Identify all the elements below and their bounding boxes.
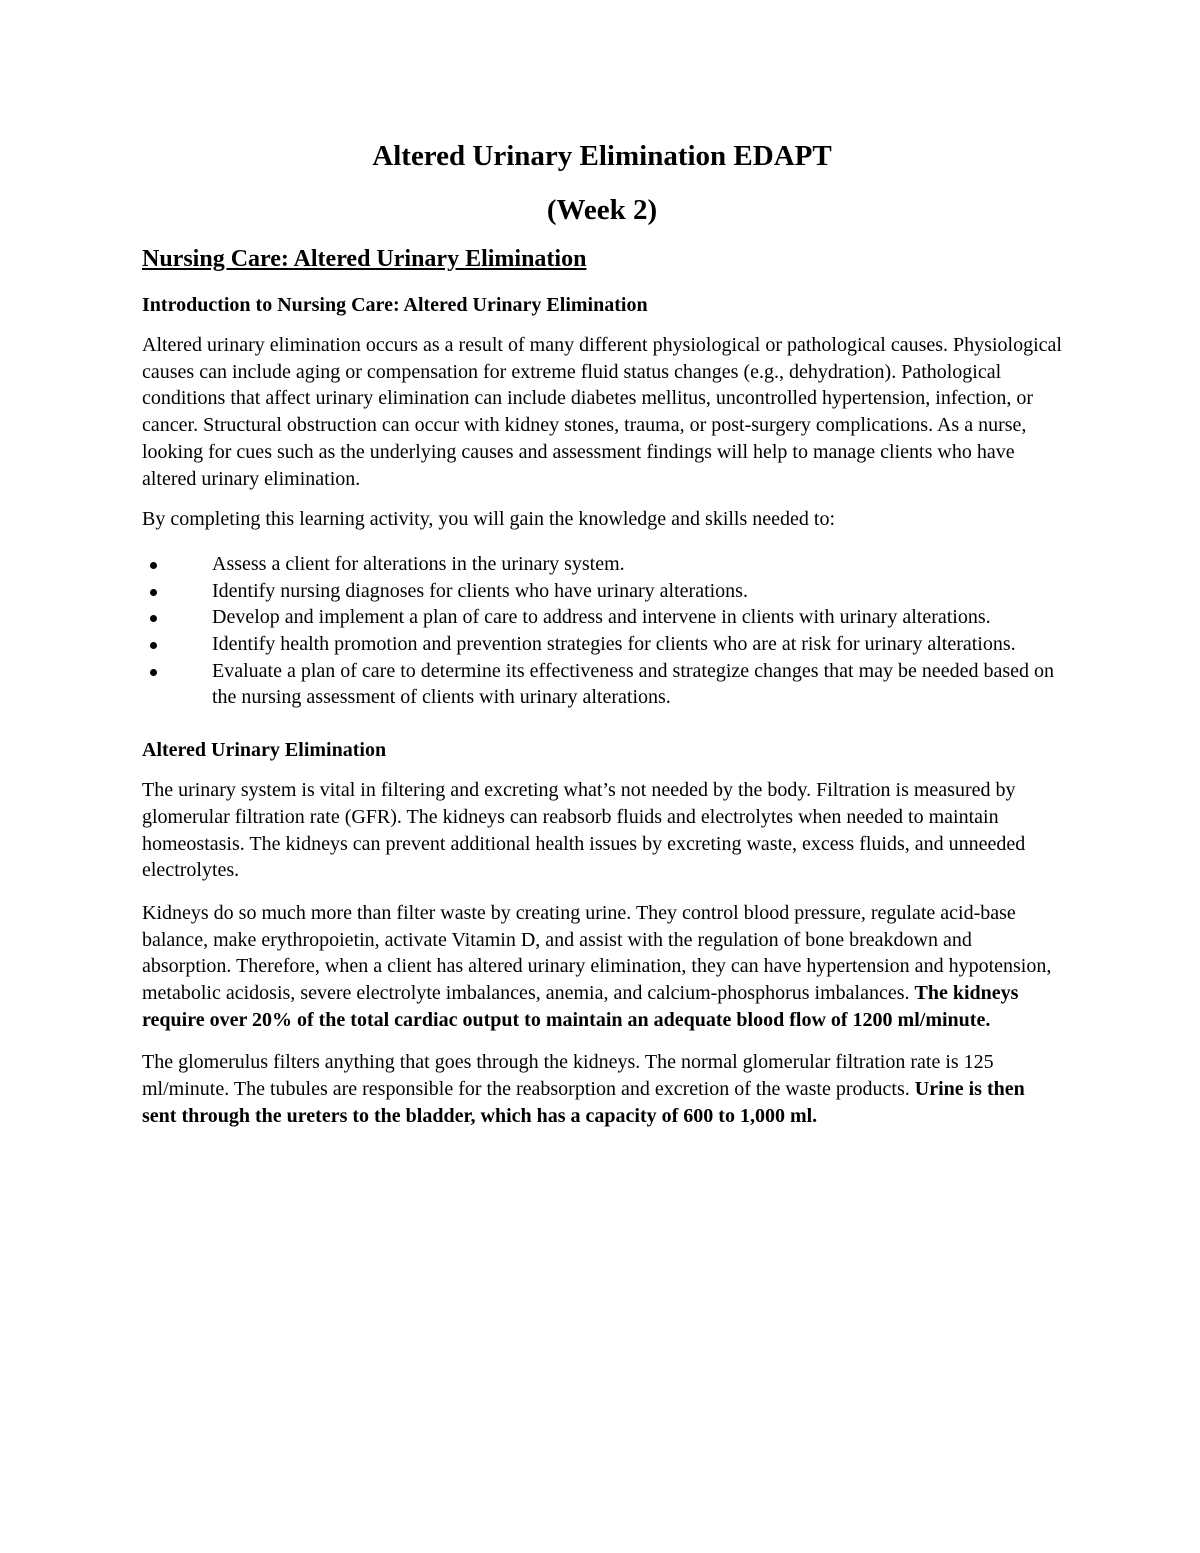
- objective-text: Assess a client for alterations in the urinary system.: [212, 552, 625, 575]
- altered-paragraph-2: [142, 900, 1062, 1034]
- document-subtitle: (Week 2): [546, 194, 658, 226]
- list-item: [142, 631, 1062, 658]
- altered-paragraph-3-text: The glomerulus filters anything that goes through the kidneys. The normal glomerular filtration rate is 125 ml/minute. The tubules are responsible for the reabsorption and excretion of the waste products.: [142, 1051, 994, 1101]
- altered-paragraph-2-text: Kidneys do so much more than filter waste by creating urine. They control blood pressure, regulate acid-base balance, make erythropoietin, activate Vitamin D, and assist with the regulation of bone breakdown and absorption. Therefore, when a client has altered urinary elimination, they can have hypertension and hypotension, metabolic acidosis, severe electrolyte imbalances, anemia, and calcium-phosphorus imbalances.: [142, 901, 1052, 1005]
- objectives-list: [142, 551, 1062, 711]
- objective-text: Identify nursing diagnoses for clients who have urinary alterations.: [212, 579, 748, 602]
- list-item: [142, 578, 1062, 605]
- list-item: [142, 604, 1062, 631]
- objective-text: Evaluate a plan of care to determine its effectiveness and strategize changes that may be needed based on the nursing assessment of clients with urinary alterations.: [212, 659, 1055, 709]
- intro-heading: Introduction to Nursing Care: Altered Urinary Elimination: [142, 294, 648, 316]
- list-item: [142, 658, 1062, 711]
- objective-text: Develop and implement a plan of care to address and intervene in clients with urinary alterations.: [212, 606, 991, 629]
- bullet-icon: [150, 589, 157, 596]
- bullet-icon: [150, 615, 157, 622]
- intro-paragraph: Altered urinary elimination occurs as a result of many different physiological or pathological causes. Physiological causes can include aging or compensation for extreme fluid status changes (e.g., dehydration). Pathological conditions that affect urinary elimination can include diabetes mellitus, uncontrolled hypertension, infection, or cancer. Structural obstruction can occur with kidney stones, trauma, or post-surgery complications. As a nurse, looking for cues such as the underlying causes and assessment findings will help to manage clients who have altered urinary elimination.: [142, 334, 1062, 490]
- objective-text: Identify health promotion and prevention strategies for clients who are at risk for urinary alterations.: [212, 633, 1016, 656]
- document-title: Altered Urinary Elimination EDAPT: [372, 140, 832, 172]
- bullet-icon: [150, 642, 157, 649]
- section-title: Nursing Care: Altered Urinary Elimination: [142, 246, 587, 272]
- altered-paragraph-1: The urinary system is vital in filtering and excreting what’s not needed by the body. Filtration is measured by glomerular filtration rate (GFR). The kidneys can reabsorb fluids and electrolytes when needed to maintain homeostasis. The kidneys can prevent additional health issues by excreting waste, excess fluids, and unneeded electrolytes.: [142, 779, 1026, 882]
- document-content: [142, 138, 1062, 1130]
- altered-paragraph-3-emphasis: Urine is then sent through the ureters to the bladder, which has a capacity of 600 to 1,000 ml.: [142, 1078, 1025, 1127]
- list-item: [142, 551, 1062, 578]
- altered-paragraph-3: [142, 1049, 1062, 1129]
- objectives-lead-in: By completing this learning activity, you will gain the knowledge and skills needed to:: [142, 508, 836, 531]
- bullet-icon: [150, 562, 157, 569]
- altered-heading: Altered Urinary Elimination: [142, 739, 387, 762]
- bullet-icon: [150, 669, 157, 676]
- altered-paragraph-2-emphasis: The kidneys require over 20% of the total cardiac output to maintain an adequate blood flow of 1200 ml/minute.: [142, 982, 1019, 1031]
